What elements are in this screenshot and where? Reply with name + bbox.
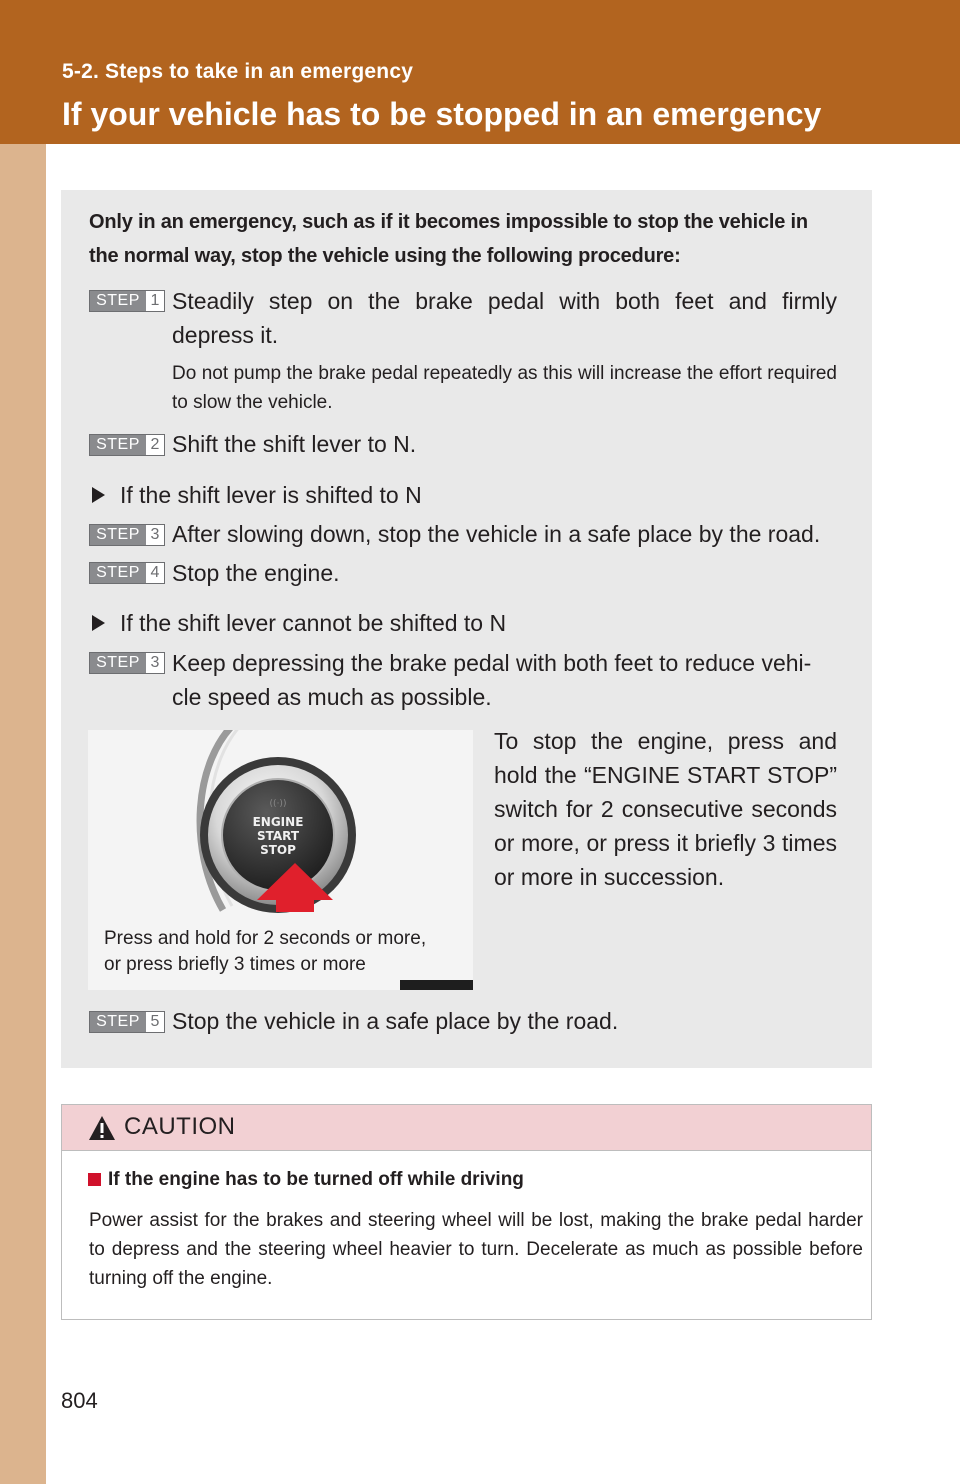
caution-body: Power assist for the brakes and steering wheel will be lost, making the brake pedal harder to depress and the steering wheel heavier to turn. Decelerate as much as possible before turning off the engine. [89, 1210, 863, 1289]
triangle-bullet-icon [92, 615, 105, 631]
step-4a-text: Stop the engine. [172, 560, 340, 586]
section-label: 5-2. Steps to take in an emergency [62, 60, 414, 83]
page-title: If your vehicle has to be stopped in an emergency [62, 96, 822, 132]
caption-line-1: Press and hold for 2 seconds or more, [104, 928, 427, 949]
case-cannot-shift-label: If the shift lever cannot be shifted to N [120, 610, 507, 636]
caution-subtitle-text: If the engine has to be turned off while driving [108, 1169, 524, 1190]
step-3a-text: After slowing down, stop the vehicle in a safe place by the road. [172, 521, 821, 547]
step-number: 2 [150, 436, 160, 453]
case-cannot-shift-to-n [92, 606, 506, 640]
illustration-code-tag [400, 980, 473, 990]
step-badge-1 [89, 290, 165, 312]
step-number: 4 [150, 564, 160, 581]
step-2-text: Shift the shift lever to N. [172, 431, 417, 457]
step-badge-2 [89, 434, 165, 456]
button-label-engine: ENGINE [252, 815, 304, 829]
step-word: STEP [90, 291, 146, 311]
caption-line-2: or press briefly 3 times or more [104, 954, 366, 975]
step-badge-5 [89, 1011, 165, 1033]
step-word: STEP [90, 563, 146, 583]
svg-text:((·)): ((·)) [269, 799, 287, 809]
step-3b-text [172, 646, 840, 714]
case-shifted-to-n [92, 478, 422, 512]
button-label-stop: STOP [260, 843, 296, 857]
intro-text: Only in an emergency, such as if it becomes impossible to stop the vehicle in the normal way, stop the vehicle using the following procedure: [89, 211, 808, 267]
case-shifted-to-n-label: If the shift lever is shifted to N [120, 482, 422, 508]
warning-triangle-icon [88, 1115, 116, 1141]
step-3b-line-2: cle speed as much as possible. [172, 684, 492, 710]
step-badge-3b [89, 652, 165, 674]
step-number: 3 [150, 654, 160, 671]
caution-box [61, 1104, 872, 1320]
step-word: STEP [90, 653, 146, 673]
caution-title: CAUTION [124, 1113, 236, 1140]
step-1-note: Do not pump the brake pedal repeatedly as this will increase the effort required to slow the vehicle. [172, 363, 837, 413]
step-number: 3 [150, 526, 160, 543]
step-5-text: Stop the vehicle in a safe place by the road. [172, 1008, 619, 1034]
step-word: STEP [90, 1012, 146, 1032]
engine-button-illustration [88, 730, 473, 990]
step-3b-line-1: Keep depressing the brake pedal with both feet to reduce vehi- [172, 650, 812, 676]
caution-subtitle [88, 1169, 524, 1191]
side-strip [0, 0, 46, 1484]
triangle-bullet-icon [92, 487, 105, 503]
page-number: 804 [61, 1388, 98, 1413]
step-badge-3a [89, 524, 165, 546]
step-word: STEP [90, 525, 146, 545]
caution-header [62, 1105, 871, 1151]
step-number: 5 [150, 1013, 160, 1030]
page-header [0, 0, 960, 144]
step-word: STEP [90, 435, 146, 455]
illustration-caption [104, 926, 426, 978]
red-square-bullet-icon [88, 1173, 101, 1186]
step-badge-4a [89, 562, 165, 584]
step-4b-text: To stop the engine, press and hold the “ENGINE START STOP” switch for 2 consecutive seconds or more, or press it briefly 3 times or more in succession. [494, 728, 837, 890]
step-1-text: Steadily step on the brake pedal with both feet and firmly depress it. [172, 288, 837, 348]
step-number: 1 [150, 292, 160, 309]
button-label-start: START [256, 829, 300, 843]
